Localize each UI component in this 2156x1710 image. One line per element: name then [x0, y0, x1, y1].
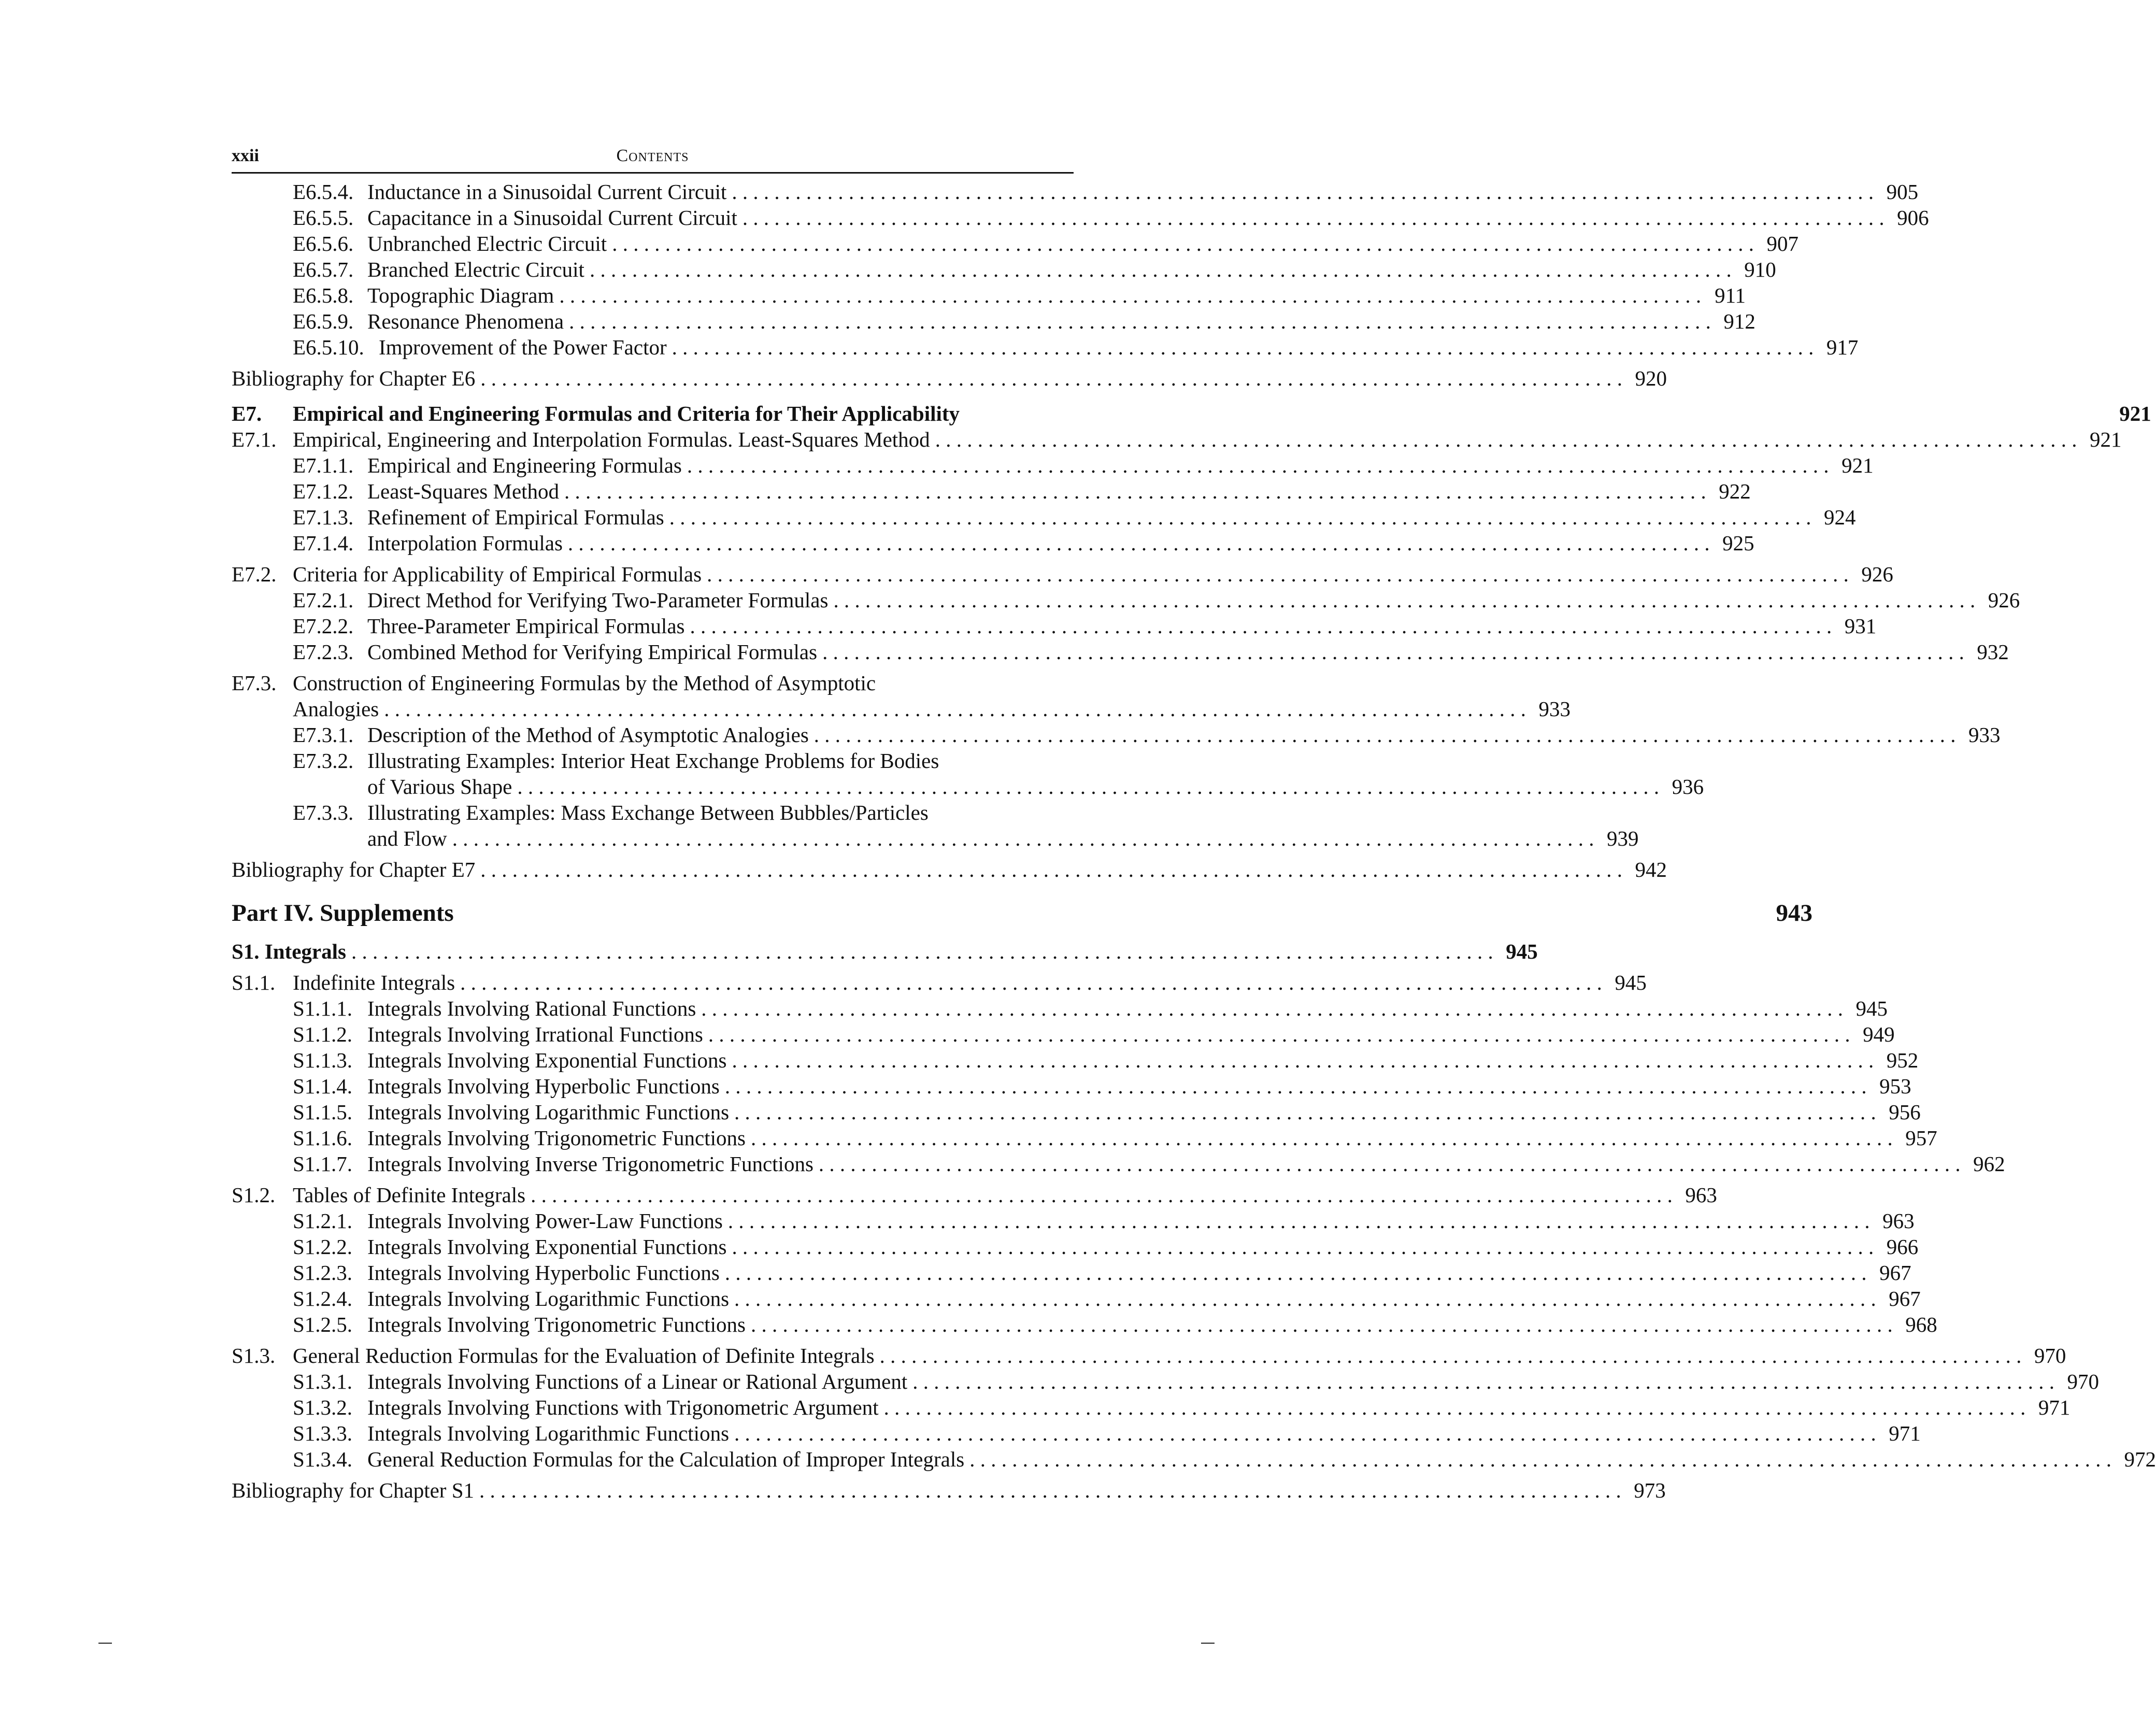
- toc-entry[interactable]: S1.2.4. Integrals Involving Logarithmic Functions . . . 967: [232, 1286, 1074, 1312]
- toc-entry[interactable]: E7.2.3. Combined Method for Verifying Empirical Formulas . . . 932: [232, 639, 1074, 665]
- table-of-contents: [232, 179, 2156, 1503]
- toc-entry[interactable]: E7.3.3. Illustrating Examples: Mass Exchange Between Bubbles/Particles: [293, 801, 929, 824]
- toc-entry[interactable]: S1.2.1. Integrals Involving Power-Law Functions . . . 963: [232, 1208, 1074, 1234]
- toc-entry-bibliography[interactable]: Bibliography for Chapter E7 . . . 942: [232, 857, 1074, 882]
- toc-entry[interactable]: S1.1.4. Integrals Involving Hyperbolic Functions . . . 953: [232, 1073, 1074, 1099]
- toc-entry[interactable]: E7.2.2. Three-Parameter Empirical Formulas . . . 931: [232, 613, 1074, 639]
- toc-entry[interactable]: E6.5.5. Capacitance in a Sinusoidal Current Circuit . . . 906: [232, 205, 1074, 231]
- toc-section[interactable]: E7.3. Construction of Engineering Formulas by the Method of Asymptotic: [232, 671, 876, 695]
- toc-chapter[interactable]: E7. Empirical and Engineering Formulas and Criteria for Their Applicability 921: [232, 402, 2151, 425]
- toc-section-continued[interactable]: Analogies . . . 933: [232, 696, 1074, 722]
- crop-mark: [98, 1643, 112, 1644]
- toc-entry[interactable]: S1.3.1. Integrals Involving Functions of a Linear or Rational Argument . . . 970: [232, 1369, 1074, 1394]
- toc-entry[interactable]: S1.2.5. Integrals Involving Trigonometric Functions . . . 968: [232, 1312, 1074, 1337]
- toc-entry-continued[interactable]: of Various Shape . . . 936: [232, 774, 1074, 800]
- toc-section[interactable]: E7.2. Criteria for Applicability of Empirical Formulas . . . 926: [232, 561, 1074, 587]
- toc-entry[interactable]: S1.1.5. Integrals Involving Logarithmic Functions . . . 956: [232, 1099, 1074, 1125]
- toc-entry[interactable]: E7.3.1. Description of the Method of Asymptotic Analogies . . . 933: [232, 722, 1074, 748]
- toc-entry[interactable]: S1.1.2. Integrals Involving Irrational Functions . . . 949: [232, 1021, 1074, 1047]
- toc-entry[interactable]: S1.1.3. Integrals Involving Exponential Functions . . . 952: [232, 1047, 1074, 1073]
- running-head: [232, 139, 1074, 174]
- toc-entry[interactable]: S1.2.2. Integrals Involving Exponential Functions . . . 966: [232, 1234, 1074, 1260]
- toc-chapter[interactable]: S1. Integrals . . . 945: [232, 938, 1074, 964]
- toc-entry[interactable]: E7.1.1. Empirical and Engineering Formulas . . . 921: [232, 452, 1074, 478]
- toc-section[interactable]: S1.3. General Reduction Formulas for the Evaluation of Definite Integrals . . . 970: [232, 1343, 1074, 1369]
- toc-entry[interactable]: E7.1.4. Interpolation Formulas . . . 925: [232, 530, 1074, 556]
- toc-section[interactable]: S1.2. Tables of Definite Integrals . . . 963: [232, 1182, 1074, 1208]
- toc-entry[interactable]: E7.3.2. Illustrating Examples: Interior Heat Exchange Problems for Bodies: [293, 749, 939, 773]
- toc-entry[interactable]: E7.1.2. Least-Squares Method . . . 922: [232, 478, 1074, 504]
- toc-entry-bibliography[interactable]: Bibliography for Chapter E6 . . . 920: [232, 365, 1074, 391]
- toc-entry[interactable]: S1.1.1. Integrals Involving Rational Functions . . . 945: [232, 995, 1074, 1021]
- toc-entry-continued[interactable]: and Flow . . . 939: [232, 825, 1074, 851]
- toc-entry[interactable]: E6.5.8. Topographic Diagram . . . 911: [232, 282, 1074, 308]
- toc-entry[interactable]: S1.1.6. Integrals Involving Trigonometric Functions . . . 957: [232, 1125, 1074, 1151]
- toc-entry[interactable]: S1.3.3. Integrals Involving Logarithmic Functions . . . 971: [232, 1420, 1074, 1446]
- toc-part[interactable]: Part IV. Supplements 943: [232, 900, 1812, 927]
- page-number: xxii: [232, 146, 259, 165]
- toc-entry-bibliography[interactable]: Bibliography for Chapter S1 . . . 973: [232, 1477, 1074, 1503]
- toc-entry[interactable]: E6.5.9. Resonance Phenomena . . . 912: [232, 308, 1074, 334]
- toc-entry[interactable]: S1.3.4. General Reduction Formulas for the Calculation of Improper Integrals . . . 972: [232, 1446, 1074, 1472]
- toc-entry[interactable]: S1.3.2. Integrals Involving Functions with Trigonometric Argument . . . 971: [232, 1394, 1074, 1420]
- toc-entry[interactable]: E6.5.10. Improvement of the Power Factor . . . 917: [232, 334, 1074, 360]
- toc-section[interactable]: E7.1. Empirical, Engineering and Interpolation Formulas. Least-Squares Method . . . 921: [232, 426, 1074, 452]
- toc-entry[interactable]: S1.1.7. Integrals Involving Inverse Trigonometric Functions . . . 962: [232, 1151, 1074, 1177]
- crop-mark: [1201, 1643, 1215, 1644]
- document-page: [232, 139, 2156, 1503]
- toc-entry[interactable]: E6.5.7. Branched Electric Circuit . . . 910: [232, 256, 1074, 282]
- toc-section[interactable]: S1.1. Indefinite Integrals . . . 945: [232, 970, 1074, 995]
- toc-entry[interactable]: S1.2.3. Integrals Involving Hyperbolic Functions . . . 967: [232, 1260, 1074, 1286]
- toc-entry[interactable]: E6.5.4. Inductance in a Sinusoidal Current Circuit . . . 905: [232, 179, 1074, 205]
- toc-entry[interactable]: E6.5.6. Unbranched Electric Circuit . . . 907: [232, 231, 1074, 256]
- toc-entry[interactable]: E7.1.3. Refinement of Empirical Formulas . . . 924: [232, 504, 1074, 530]
- page-title: Contents: [616, 146, 689, 165]
- toc-entry[interactable]: E7.2.1. Direct Method for Verifying Two-Parameter Formulas . . . 926: [232, 587, 1074, 613]
